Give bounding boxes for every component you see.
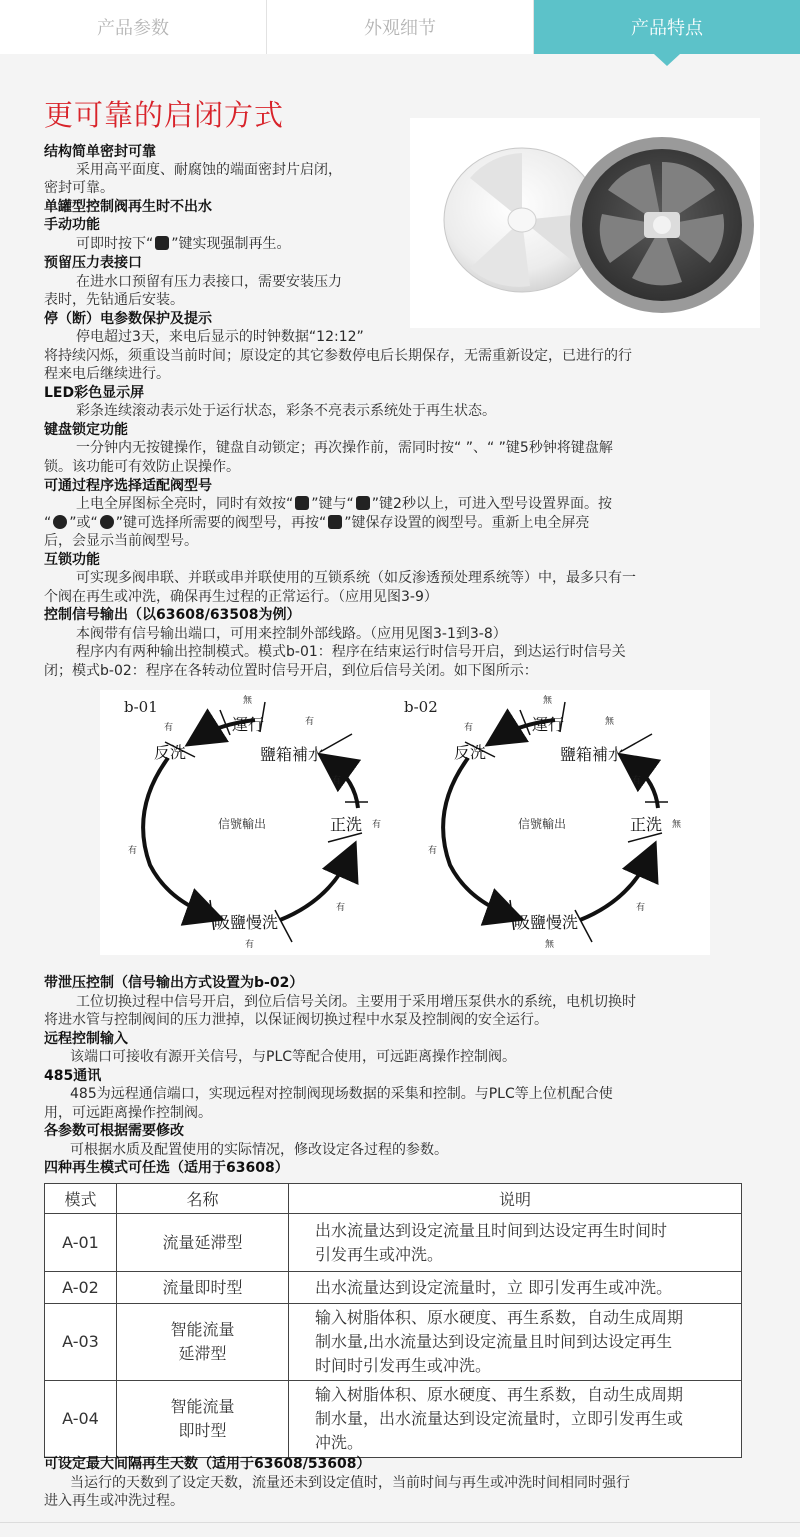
feature-text: 485为远程通信端口，实现远程对控制阀现场数据的采集和控制。与PLC等上位机配合使 bbox=[70, 1086, 613, 1102]
signal-status: 有 bbox=[128, 846, 138, 856]
signal-status: 無 bbox=[243, 696, 253, 706]
feature-text: 将进水管与控制阀间的压力泄掉，以保证阀切换过程中水泵及控制阀的安全运行。 bbox=[44, 1012, 548, 1028]
feature-text: 程来电后继续进行。 bbox=[44, 366, 170, 382]
signal-status: 有 bbox=[305, 717, 315, 727]
feature-text-part: ”键可选择所需要的阀型号，再按“ bbox=[115, 515, 327, 531]
diagram-mode-label: b-02 bbox=[404, 698, 438, 716]
diagram-mode-label: b-01 bbox=[124, 698, 158, 716]
bottom-divider bbox=[0, 1522, 800, 1523]
feature-title-valve-model: 可通过程序选择适配阀型号 bbox=[44, 478, 212, 494]
feature-text: 可根据水质及配置使用的实际情况，修改设定各过程的参数。 bbox=[70, 1142, 448, 1158]
signal-status: 無 bbox=[605, 717, 615, 727]
feature-text bbox=[76, 235, 291, 253]
signal-status: 有 bbox=[372, 820, 382, 830]
feature-text: 将持续闪烁，须重设当前时间；原设定的其它参数停电后长期保存，无需重新设定，已进行的行 bbox=[44, 348, 632, 364]
table-row bbox=[45, 1304, 742, 1381]
mode-name-line: 智能流量 bbox=[170, 1397, 235, 1416]
diagram-center-label: 信號輸出 bbox=[218, 817, 267, 831]
signal-status: 有 bbox=[164, 723, 174, 733]
feature-title-gauge-port: 预留压力表接口 bbox=[44, 255, 142, 271]
stage-brine-slow-rinse: 吸鹽慢洗 bbox=[214, 913, 279, 932]
table-header: 名称 bbox=[117, 1184, 289, 1214]
divider-line bbox=[320, 734, 352, 752]
stage-backwash: 反洗 bbox=[154, 743, 187, 762]
desc-line: 输入树脂体积、原水硬度、再生系数，自动生成周期 bbox=[315, 1308, 684, 1327]
mode-name bbox=[117, 1381, 289, 1458]
feature-title-led: LED彩色显示屏 bbox=[44, 385, 145, 401]
feature-text: 一分钟内无按键操作，键盘自动锁定；再次操作前，需同时按“ ”、“ ”键5秒钟将键盘解 bbox=[76, 440, 613, 456]
feature-title-interlock: 互锁功能 bbox=[44, 552, 100, 568]
feature-text-part: ”键实现强制再生。 bbox=[171, 236, 291, 252]
arrow-arc bbox=[143, 758, 210, 915]
feature-text bbox=[44, 514, 590, 532]
feature-text: 表时，先钻通后安装。 bbox=[44, 292, 184, 308]
divider-line bbox=[220, 710, 230, 735]
divider-line bbox=[328, 833, 362, 842]
feature-text-part: 上电全屏图标全亮时，同时有效按“ bbox=[76, 496, 294, 512]
arrow-arc bbox=[443, 758, 510, 915]
diagram-center-label: 信號輸出 bbox=[518, 817, 567, 831]
feature-text: 该端口可接收有源开关信号，与PLC等配合使用，可远距离操作控制阀。 bbox=[70, 1049, 517, 1065]
signal-status: 有 bbox=[464, 723, 474, 733]
stage-run: 運行 bbox=[232, 715, 265, 734]
feature-text: 后，会显示当前阀型号。 bbox=[44, 533, 198, 549]
feature-text: 密封可靠。 bbox=[44, 180, 114, 196]
feature-text-part: “ bbox=[44, 515, 52, 531]
table-row bbox=[45, 1214, 742, 1272]
feature-title-no-water: 单罐型控制阀再生时不出水 bbox=[44, 199, 212, 215]
feature-text-part: ”键保存设置的阀型号。重新上电全屏亮 bbox=[344, 515, 590, 531]
feature-title-pressure-relief: 带泄压控制（信号输出方式设置为b-02） bbox=[44, 975, 304, 991]
mode-name-line: 延滞型 bbox=[178, 1344, 227, 1363]
feature-text: 采用高平面度、耐腐蚀的端面密封片启闭， bbox=[76, 162, 342, 178]
mode-name-line: 即时型 bbox=[178, 1421, 227, 1440]
up-key-icon bbox=[53, 515, 67, 529]
mode-desc bbox=[289, 1214, 742, 1272]
feature-text: 停电超过3天，来电后显示的时钟数据“12:12” bbox=[76, 329, 364, 345]
tab-bar bbox=[0, 0, 800, 54]
set-key-icon bbox=[295, 496, 309, 510]
table-header: 说明 bbox=[289, 1184, 742, 1214]
stage-brine-slow-rinse: 吸鹽慢洗 bbox=[514, 913, 579, 932]
divider-line bbox=[520, 710, 530, 735]
mode-desc bbox=[289, 1272, 742, 1304]
desc-line: 输入树脂体积、原水硬度、再生系数，自动生成周期 bbox=[315, 1385, 684, 1404]
table-row bbox=[45, 1272, 742, 1304]
stage-rinse: 正洗 bbox=[630, 815, 663, 834]
regen-mode-table bbox=[44, 1183, 742, 1458]
feature-text-part: ”键与“ bbox=[311, 496, 354, 512]
feature-title-remote-input: 远程控制输入 bbox=[44, 1031, 128, 1047]
mode-name-line: 流量延滞型 bbox=[162, 1232, 243, 1252]
feature-text: 彩条连续滚动表示处于运行状态，彩条不亮表示系统处于再生状态。 bbox=[76, 403, 496, 419]
feature-text: 工位切换过程中信号开启，到位后信号关闭。主要用于采用增压泵供水的系统，电机切换时 bbox=[76, 994, 636, 1010]
feature-title-signal-output: 控制信号输出（以63608/63508为例） bbox=[44, 607, 301, 623]
feature-title-seal: 结构简单密封可靠 bbox=[44, 144, 156, 160]
down-key-icon bbox=[100, 515, 114, 529]
table-header: 模式 bbox=[45, 1184, 117, 1214]
feature-title-max-interval: 可设定最大间隔再生天数（适用于63608/53608） bbox=[44, 1456, 371, 1472]
tab-product-features[interactable]: 产品特点 bbox=[534, 0, 800, 54]
desc-line: 出水流量达到设定流量且时间到达设定再生时间时 bbox=[315, 1220, 668, 1240]
mode-code: A-02 bbox=[45, 1272, 117, 1304]
desc-line: 冲洗。 bbox=[315, 1433, 364, 1452]
mode-desc bbox=[289, 1381, 742, 1458]
stage-rinse: 正洗 bbox=[330, 815, 363, 834]
mode-name-line: 流量即时型 bbox=[162, 1277, 243, 1297]
set-key-icon bbox=[328, 515, 342, 529]
feature-title-485: 485通讯 bbox=[44, 1068, 102, 1084]
signal-status: 有 bbox=[428, 846, 438, 856]
signal-status: 有 bbox=[636, 903, 646, 913]
feature-text-part: 可即时按下“ bbox=[76, 236, 154, 252]
feature-text: 锁。该功能可有效防止误操作。 bbox=[44, 459, 240, 475]
signal-status: 無 bbox=[672, 820, 682, 830]
feature-text: 个阀在再生或冲洗，确保再生过程的正常运行。（应用见图3-9） bbox=[44, 589, 438, 605]
mode-name bbox=[117, 1272, 289, 1304]
mode-code: A-03 bbox=[45, 1304, 117, 1381]
desc-line: 时间时引发再生或冲洗。 bbox=[315, 1356, 492, 1375]
divider-line bbox=[628, 833, 662, 842]
desc-line: 制水量，出水流量达到设定流量时，立即引发再生或 bbox=[315, 1409, 684, 1428]
signal-status: 有 bbox=[632, 776, 642, 786]
regen-key-icon bbox=[155, 236, 169, 250]
stage-run: 運行 bbox=[532, 715, 565, 734]
feature-text: 本阀带有信号输出端口，可用来控制外部线路。（应用见图3-1到3-8） bbox=[76, 626, 507, 642]
page-title: 更可靠的启闭方式 bbox=[44, 98, 285, 132]
diagram-b02 bbox=[404, 694, 682, 950]
signal-status: 無 bbox=[543, 696, 553, 706]
desc-line: 引发再生或冲洗。 bbox=[315, 1244, 444, 1264]
desc-line: 出水流量达到设定流量时，立 即引发再生或冲洗。 bbox=[315, 1277, 673, 1297]
feature-text: 在进水口预留有压力表接口，需要安装压力 bbox=[76, 274, 342, 290]
feature-title-power-protect: 停（断）电参数保护及提示 bbox=[44, 311, 212, 327]
regen-key-icon bbox=[356, 496, 370, 510]
stage-backwash: 反洗 bbox=[454, 743, 487, 762]
signal-status: 有 bbox=[332, 776, 342, 786]
mode-name bbox=[117, 1304, 289, 1381]
diagram-b01 bbox=[124, 694, 381, 950]
table-header-row bbox=[45, 1184, 742, 1214]
mode-name bbox=[117, 1214, 289, 1272]
feature-text: 用，可远距离操作控制阀。 bbox=[44, 1105, 212, 1121]
divider-line bbox=[620, 734, 652, 752]
tab-product-params[interactable]: 产品参数 bbox=[0, 0, 267, 54]
mode-desc bbox=[289, 1304, 742, 1381]
signal-status: 有 bbox=[245, 940, 255, 950]
feature-title-keylock: 键盘锁定功能 bbox=[44, 422, 128, 438]
feature-text: 闭；模式b-02：程序在各转动位置时信号开启，到位后信号关闭。如下图所示： bbox=[44, 663, 538, 679]
feature-text-part: ”键2秒以上，可进入型号设置界面。按 bbox=[371, 496, 612, 512]
feature-title-manual: 手动功能 bbox=[44, 217, 100, 233]
table-row bbox=[45, 1381, 742, 1458]
signal-status: 有 bbox=[336, 903, 346, 913]
seal-disc-photo bbox=[410, 118, 760, 328]
feature-text: 当运行的天数到了设定天数，流量还未到设定值时，当前时间与再生或冲洗时间相同时强行 bbox=[70, 1475, 630, 1491]
feature-text: 进入再生或冲洗过程。 bbox=[44, 1493, 184, 1509]
feature-text: 可实现多阀串联、并联或串并联使用的互锁系统（如反渗透预处理系统等）中，最多只有一 bbox=[76, 570, 636, 586]
feature-text-part: ”或“ bbox=[69, 515, 98, 531]
feature-text: 程序内有两种输出控制模式。模式b-01：程序在结束运行时信号开启，到达运行时信号关 bbox=[76, 644, 626, 660]
signal-status: 無 bbox=[545, 940, 555, 950]
mode-code: A-01 bbox=[45, 1214, 117, 1272]
feature-title-params: 各参数可根据需要修改 bbox=[44, 1123, 184, 1139]
stage-brine-refill: 鹽箱補水 bbox=[560, 745, 625, 764]
mode-code: A-04 bbox=[45, 1381, 117, 1458]
mode-name-line: 智能流量 bbox=[170, 1320, 235, 1339]
feature-title-regen-modes: 四种再生模式可任选（适用于63608） bbox=[44, 1160, 289, 1176]
desc-line: 制水量,出水流量达到设定流量且时间到达设定再生 bbox=[315, 1332, 673, 1351]
feature-text bbox=[76, 495, 612, 513]
tab-appearance-details[interactable]: 外观细节 bbox=[267, 0, 534, 54]
stage-brine-refill: 鹽箱補水 bbox=[260, 745, 325, 764]
signal-output-diagram bbox=[100, 690, 710, 955]
